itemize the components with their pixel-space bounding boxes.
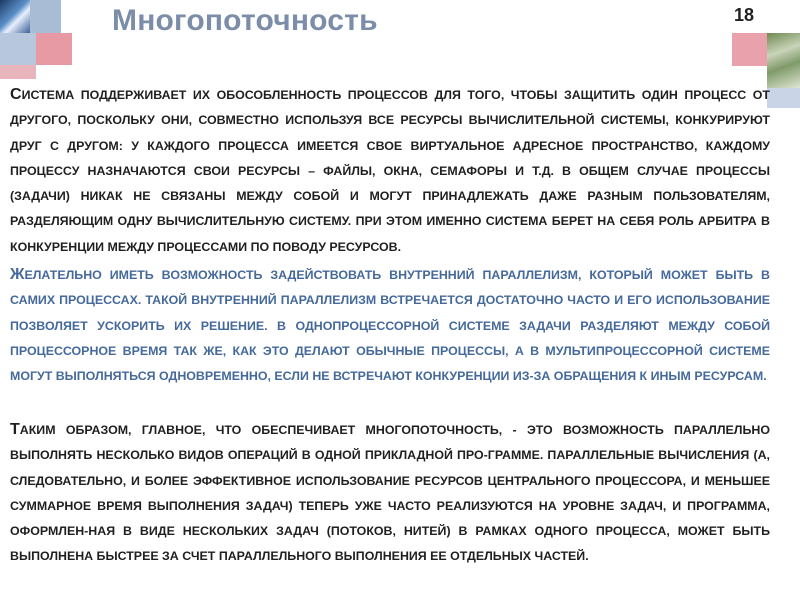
slide-title: Многопоточность [112,4,378,37]
corner-photo-image [767,33,800,88]
header-thumbnail-image [0,0,30,35]
decorative-square [767,88,800,108]
slide-number: 18 [734,5,755,25]
decorative-square [36,33,72,65]
paragraph-multithreading-summary: ТАКИМ ОБРАЗОМ, ГЛАВНОЕ, ЧТО ОБЕСПЕЧИВАЕТ МНОГОПОТОЧНОСТЬ, - ЭТО ВОЗМОЖНОСТЬ ПАРАЛЛЕЛЬНО ВЫПОЛНЯТЬ НЕСКОЛЬКО ВИДОВ ОПЕРАЦИЙ В ОДНОЙ ПРИКЛАДНОЙ ПРО-ГРАММЕ. ПАРАЛЛЕЛЬНЫЕ ВЫЧИСЛЕНИЯ (А, СЛЕДОВАТЕЛЬНО, И БОЛЕЕ ЭФФЕКТИВНОЕ ИСПОЛЬЗОВАНИЕ РЕСУРСОВ ЦЕНТРАЛЬНОГО ПРОЦЕССОРА, И МЕНЬШЕЕ СУММАРНОЕ ВРЕМЯ ВЫПОЛНЕНИЯ ЗАДАЧ) ТЕПЕРЬ УЖЕ ЧАСТО РЕАЛИЗУЮТСЯ НА УРОВНЕ ЗАДАЧ, И ПРОГРАММА, ОФОРМЛЕН-НАЯ В ВИДЕ НЕСКОЛЬКИХ ЗАДАЧ (ПОТОКОВ, НИТЕЙ) В РАМКАХ ОДНОГО ПРОЦЕССА, МОЖЕТ БЫТЬ ВЫПОЛНЕНА БЫСТРЕЕ ЗА СЧЕТ ПАРАЛЛЕЛЬНОГО ВЫПОЛНЕНИЯ ЕЕ ОТДЕЛЬНЫХ ЧАСТЕЙ. [10,421,770,564]
decorative-square [0,33,36,65]
decorative-square [732,33,767,66]
decorative-square [30,0,61,33]
paragraph-process-isolation: СИСТЕМА ПОДДЕРЖИВАЕТ ИХ ОБОСОБЛЕННОСТЬ ПРОЦЕССОВ ДЛЯ ТОГО, ЧТОБЫ ЗАЩИТИТЬ ОДИН ПРОЦЕСС ОТ ДРУГОГО, ПОСКОЛЬКУ ОНИ, СОВМЕСТНО ИСПОЛЬЗУЯ ВСЕ РЕСУРСЫ ВЫЧИСЛИТЕЛЬНОЙ СИСТЕМЫ, КОНКУРИРУЮТ ДРУГ С ДРУГОМ: У КАЖДОГО ПРОЦЕССА ИМЕЕТСЯ СВОЕ ВИРТУАЛЬНОЕ АДРЕСНОЕ ПРОСТРАНСТВО, КАЖДОМУ ПРОЦЕССУ НАЗНАЧАЮТСЯ СВОИ РЕСУРСЫ – ФАЙЛЫ, ОКНА, СЕМАФОРЫ И Т.Д. В ОБЩЕМ СЛУЧАЕ ПРОЦЕССЫ (ЗАДАЧИ) НИКАК НЕ СВЯЗАНЫ МЕЖДУ СОБОЙ И МОГУТ ПРИНАДЛЕЖАТЬ ДАЖЕ РАЗНЫМ ПОЛЬЗОВАТЕЛЯМ, РАЗДЕЛЯЮЩИМ ОДНУ ВЫЧИСЛИТЕЛЬНУЮ СИСТЕМУ. ПРИ ЭТОМ ИМЕННО СИСТЕМА БЕРЕТ НА СЕБЯ РОЛЬ АРБИТРА В КОНКУРЕНЦИИ МЕЖДУ ПРОЦЕССАМИ ПО ПОВОДУ РЕСУРСОВ. [10,86,770,254]
paragraph-internal-parallelism: ЖЕЛАТЕЛЬНО ИМЕТЬ ВОЗМОЖНОСТЬ ЗАДЕЙСТВОВАТЬ ВНУТРЕННИЙ ПАРАЛЛЕЛИЗМ, КОТОРЫЙ МОЖЕТ БЫТЬ В САМИХ ПРОЦЕССАХ. ТАКОЙ ВНУТРЕННИЙ ПАРАЛЛЕЛИЗМ ВСТРЕЧАЕТСЯ ДОСТАТОЧНО ЧАСТО И ЕГО ИСПОЛЬЗОВАНИЕ ПОЗВОЛЯЕТ УСКОРИТЬ ИХ РЕШЕНИЕ. В ОДНОПРОЦЕССОРНОЙ СИСТЕМЕ ЗАДАЧИ РАЗДЕЛЯЮТ МЕЖДУ СОБОЙ ПРОЦЕССОРНОЕ ВРЕМЯ ТАК ЖЕ, КАК ЭТО ДЕЛАЮТ ОБЫЧНЫЕ ПРОЦЕССЫ, А В МУЛЬТИПРОЦЕССОРНОЙ СИСТЕМЕ МОГУТ ВЫПОЛНЯТЬСЯ ОДНОВРЕМЕННО, ЕСЛИ НЕ ВСТРЕЧАЮТ КОНКУРЕНЦИИ ИЗ-ЗА ОБРАЩЕНИЯ К ИНЫМ РЕСУРСАМ. [10,266,770,384]
decorative-square [0,65,36,79]
